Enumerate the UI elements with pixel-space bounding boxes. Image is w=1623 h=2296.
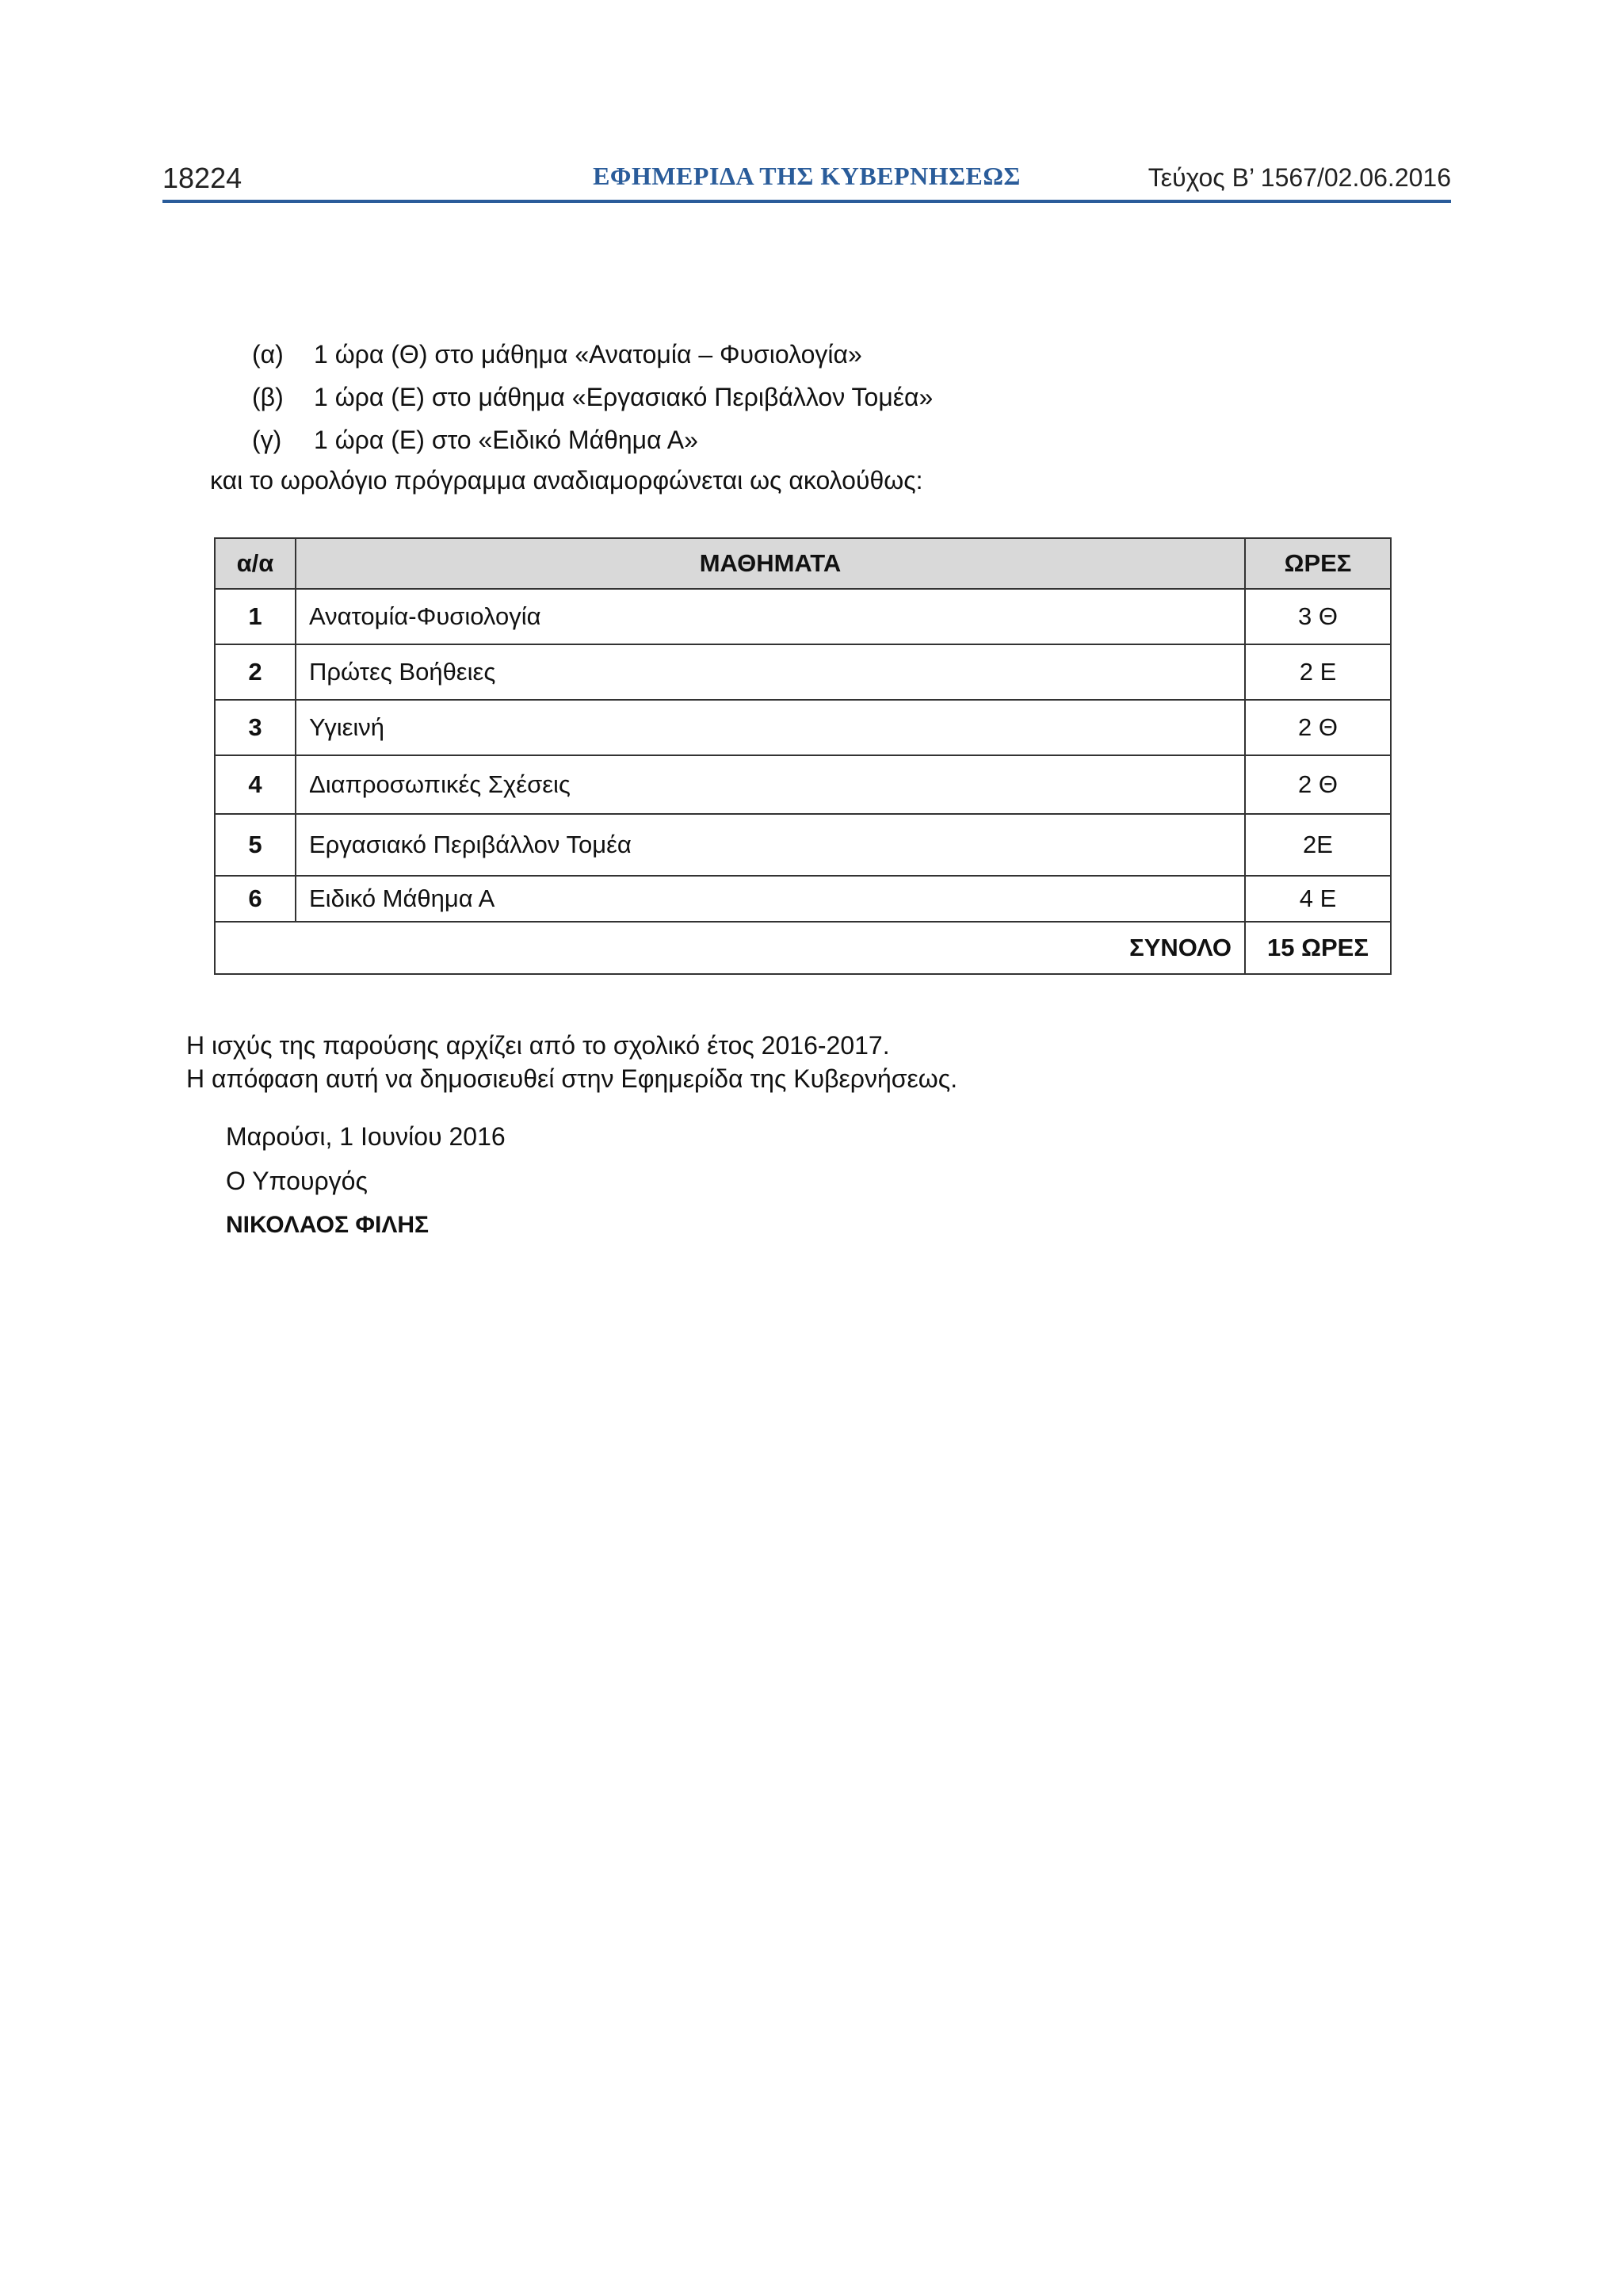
- table-header-row: [215, 538, 1391, 589]
- row-hours: 2Ε: [1245, 814, 1391, 876]
- table-row: [215, 814, 1391, 876]
- table-row: [215, 644, 1391, 700]
- signatory-role: Ο Υπουργός: [226, 1167, 368, 1195]
- row-subject: Διαπροσωπικές Σχέσεις: [296, 755, 1245, 814]
- publication-sentence: Η απόφαση αυτή να δημοσιευθεί στην Εφημερίδα της Κυβερνήσεως.: [186, 1064, 958, 1093]
- row-num: 2: [215, 644, 296, 700]
- list-item: [252, 418, 933, 461]
- amendment-list: [252, 333, 933, 461]
- signatory-name: ΝΙΚΟΛΑΟΣ ΦΙΛΗΣ: [226, 1212, 429, 1238]
- list-item: [252, 333, 933, 376]
- table-row: [215, 589, 1391, 644]
- table-row: [215, 755, 1391, 814]
- page-header: [162, 155, 1451, 203]
- row-hours: 2 Θ: [1245, 700, 1391, 755]
- total-label: ΣΥΝΟΛΟ: [215, 922, 1245, 974]
- list-marker: (γ): [252, 426, 282, 454]
- row-subject: Πρώτες Βοήθειες: [296, 644, 1245, 700]
- list-text: 1 ώρα (Θ) στο μάθημα «Ανατομία – Φυσιολογία»: [314, 340, 862, 369]
- schedule-table: [214, 537, 1392, 975]
- total-value: 15 ΩΡΕΣ: [1245, 922, 1391, 974]
- table-row: [215, 700, 1391, 755]
- row-hours: 2 Ε: [1245, 644, 1391, 700]
- header-subject: ΜΑΘΗΜΑΤΑ: [296, 538, 1245, 589]
- header-hours: ΩΡΕΣ: [1245, 538, 1391, 589]
- row-num: 5: [215, 814, 296, 876]
- effective-date-sentence: Η ισχύς της παρούσης αρχίζει από το σχολικό έτος 2016-2017.: [186, 1031, 890, 1060]
- intro-paragraph: και το ωρολόγιο πρόγραμμα αναδιαμορφώνεται ως ακολούθως:: [210, 466, 923, 495]
- row-hours: 4 Ε: [1245, 876, 1391, 922]
- journal-title: ΕΦΗΜΕΡΙΔΑ ΤΗΣ ΚΥΒΕΡΝΗΣΕΩΣ: [593, 162, 1021, 190]
- row-num: 3: [215, 700, 296, 755]
- row-subject: Εργασιακό Περιβάλλον Τομέα: [296, 814, 1245, 876]
- list-item: [252, 376, 933, 418]
- table-total-row: [215, 922, 1391, 974]
- list-text: 1 ώρα (Ε) στο μάθημα «Εργασιακό Περιβάλλον Τομέα»: [314, 383, 934, 411]
- list-text: 1 ώρα (Ε) στο «Ειδικό Μάθημα Α»: [314, 426, 698, 454]
- row-num: 1: [215, 589, 296, 644]
- issue-reference: Τεύχος Β’ 1567/02.06.2016: [1148, 163, 1451, 192]
- header-num: α/α: [215, 538, 296, 589]
- closing-paragraph: [186, 1029, 957, 1095]
- row-subject: Ανατομία-Φυσιολογία: [296, 589, 1245, 644]
- row-hours: 2 Θ: [1245, 755, 1391, 814]
- row-hours: 3 Θ: [1245, 589, 1391, 644]
- list-marker: (β): [252, 383, 284, 411]
- signature-block: [226, 1114, 506, 1247]
- row-subject: Ειδικό Μάθημα Α: [296, 876, 1245, 922]
- page-number: 18224: [162, 162, 242, 194]
- list-marker: (α): [252, 340, 284, 369]
- row-num: 6: [215, 876, 296, 922]
- place-date: Μαρούσι, 1 Ιουνίου 2016: [226, 1122, 506, 1151]
- row-subject: Υγιεινή: [296, 700, 1245, 755]
- table-row: [215, 876, 1391, 922]
- row-num: 4: [215, 755, 296, 814]
